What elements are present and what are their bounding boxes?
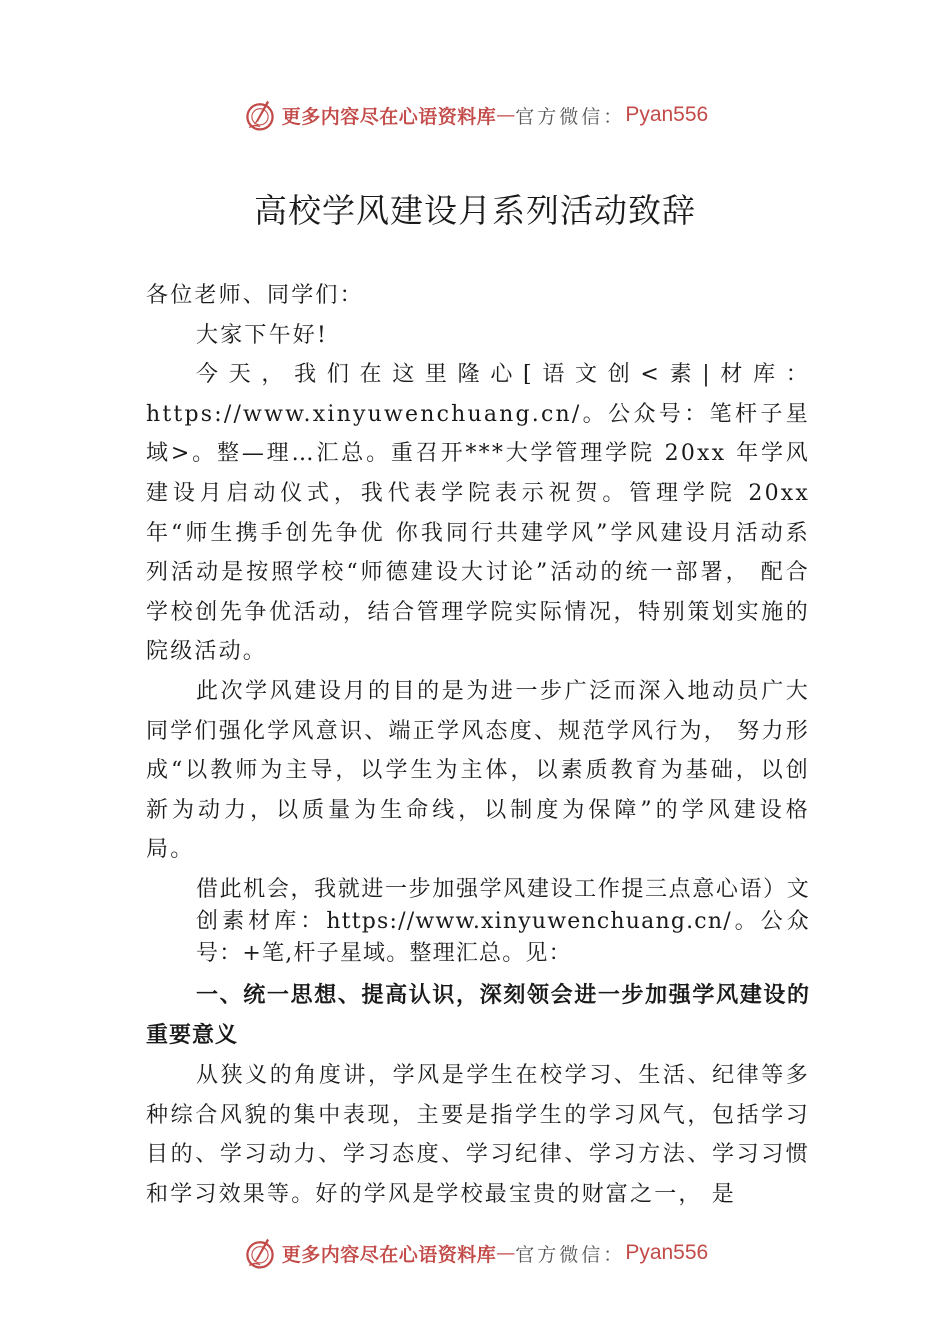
watermark-wechat-label: 官方微信： [515,105,626,128]
watermark-wechat-label: 官方微信： [515,1243,626,1266]
watermark-text: 更多内容尽在心语资料库 [281,105,497,128]
document-title: 高校学风建设月系列活动致辞 [254,191,696,230]
watermark-text: 更多内容尽在心语资料库 [281,1243,497,1266]
header-watermark [0,95,950,135]
salutation: 各位老师、同学们： [146,283,364,308]
section-heading-1: 一、统一思想、提高认识，深刻领会进一步加强学风建设的重要意义 [146,982,810,1048]
paragraph-4: 从狭义的角度讲，学风是学生在校学习、生活、纪律等多种综合风貌的集中表现，主要是指学生的学习风气，包括学习目的、学习动力、学习态度、学习纪律、学习方法、学习习惯和学习效果等。好的学风是学校最宝贵的财富之一， 是 [146,1062,810,1207]
pen-seal-logo-icon [242,1235,278,1271]
watermark-wechat-id: Pyan556 [625,103,709,126]
watermark-dash: — [496,104,516,126]
paragraph-3: 借此机会，我就进一步加强学风建设工作提三点意心语）文创素材库：https://www.xinyuwenchuang.cn/。公众号：+笔,杆子星域。整理汇总。见： [196,876,810,966]
paragraph-2: 此次学风建设月的目的是为进一步广泛而深入地动员广大同学们强化学风意识、端正学风态度、规范学风行为， 努力形成“以教师为主导，以学生为主体，以素质教育为基础，以创新为动力，以质量为生命线，以制度为保障”的学风建设格局。 [146,678,810,863]
document-body [146,276,810,1214]
footer-watermark [0,1233,950,1273]
paragraph-1: 今天，我们在这里隆心[语文创<素|材库：https://www.xinyuwenchuang.cn/。公众号：笔杆子星域>。整—理…汇总。重召开***大学管理学院 20xx 年学风建设月启动仪式，我代表学院表示祝贺。管理学院 20xx 年“师生携手创先争优 你我同行共建学风”学风建设月活动系列活动是按照学校“师德建设大讨论”活动的统一部署， 配合学校创先争优活动，结合管理学院实际情况，特别策划实施的院级活动。 [146,362,810,665]
pen-seal-logo-icon [242,97,278,133]
greeting: 大家下午好! [196,322,329,348]
watermark-wechat-id: Pyan556 [625,1241,709,1264]
watermark-dash: — [496,1242,516,1264]
